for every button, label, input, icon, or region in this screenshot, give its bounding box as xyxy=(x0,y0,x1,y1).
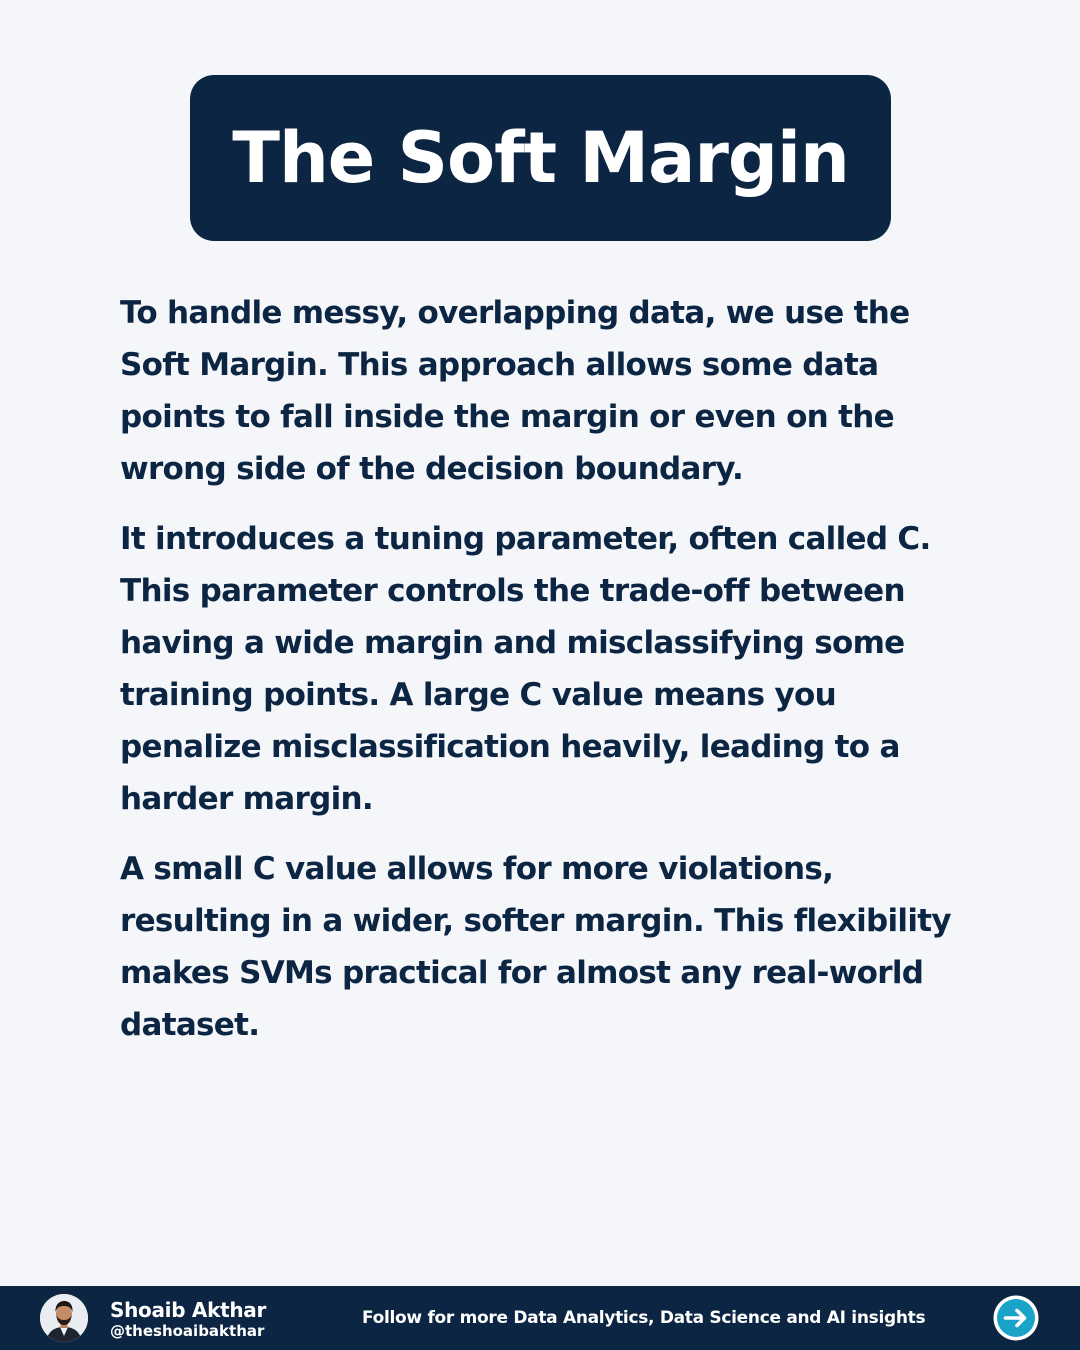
paragraph-1: To handle messy, overlapping data, we use the Soft Margin. This approach allows some data points to fall inside the margin or even on the wrong side of the decision boundary. xyxy=(120,295,910,487)
title-banner xyxy=(190,75,891,241)
avatar-photo-icon xyxy=(40,1294,88,1342)
next-button[interactable] xyxy=(992,1294,1040,1342)
paragraph-2: It introduces a tuning parameter, often called C. This parameter controls the trade-off between having a wide margin and misclassifying some training points. A large C value means you penalize misclassification heavily, leading to a harder margin. xyxy=(120,521,931,817)
page-title: The Soft Margin xyxy=(232,117,849,199)
footer-bar xyxy=(0,1286,1080,1350)
paragraph-3: A small C value allows for more violations, resulting in a wider, softer margin. This flexibility makes SVMs practical for almost any real-world dataset. xyxy=(120,851,951,1043)
author-name: Shoaib Akthar xyxy=(110,1298,267,1322)
arrow-right-circle-icon xyxy=(992,1294,1040,1342)
body-content xyxy=(120,287,970,1069)
follow-cta: Follow for more Data Analytics, Data Science and AI insights xyxy=(362,1308,926,1328)
author-handle: @theshoaibakthar xyxy=(110,1322,265,1340)
avatar xyxy=(40,1294,88,1342)
